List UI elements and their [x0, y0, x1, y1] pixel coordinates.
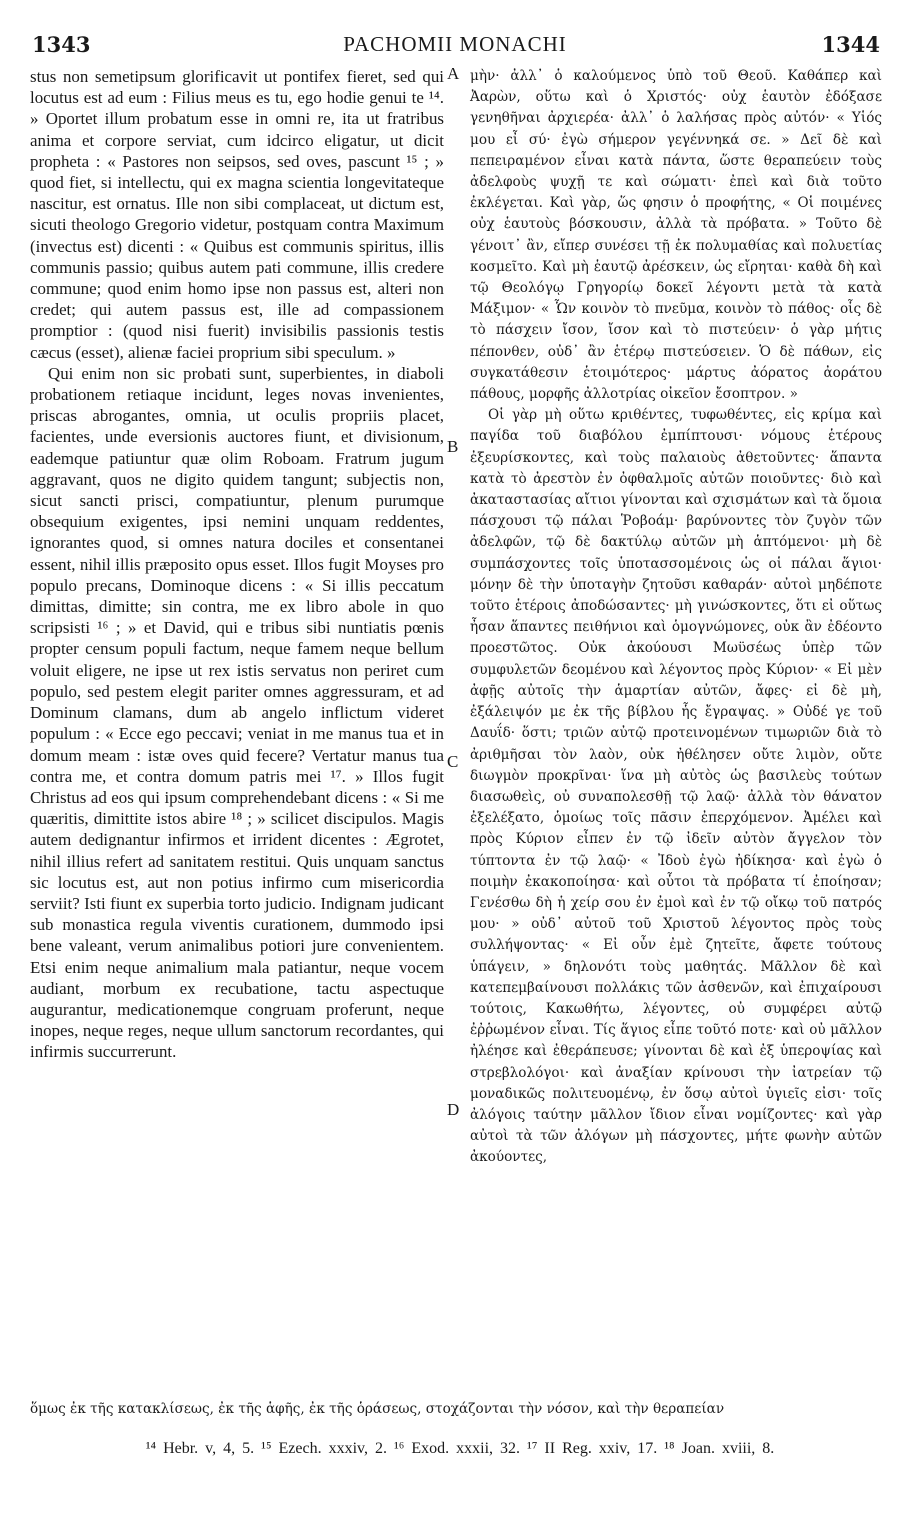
margin-marker-a: A [447, 64, 460, 83]
greek-continuation-line: ὅμως ἐκ τῆς κατακλίσεως, ἐκ τῆς ἁφῆς, ἐκ τῆς ὁράσεως, στοχάζονται τὴν νόσον, καὶ τὴν θεραπείαν [30, 1401, 725, 1417]
latin-paragraph: stus non semetipsum glorificavit ut pontifex fieret, sed qui locutus est ad eum : Filius meus es tu, ego hodie genui te ¹⁴. » Oportet illum probatum esse in omni re, ita ut fratribus anima et corpore serviat, cum idcirco eligatur, ut dicit propheta : « Pastores non seipsos, sed oves, pascunt ¹⁵ ; » quod fiet, si intellectu, qui ex magna scientia longevitateque nascitur, est ornatus. Ille non sibi complaceat, ut dictum est, sicuti theologo Gregorio videtur, postquam contra Maximum (invectus est) dicenti : « Quibus est communis spiritus, illis communis passio; quibus autem pati commune, illis credere commune; quod enim homo ipse non passus est, alteri non credet; qui autem passus est, ille ad compassionem promptior : (quod nisi fuerit) invisibilis passionis testis cæcus (esset), alienæ faciei proprium sibi speculum. » [30, 67, 444, 362]
latin-paragraph: Qui enim non sic probati sunt, superbientes, in diaboli probationem retiaque incidunt, leges novas invenientes, priscas abrogantes, omnia, ut oculis propriis placet, facientes, unde eversionis auctores fiunt, et divisionum, eademque patiuntur quæ olim Roboam. Fratrum jugum aggravant, quos ne digito quidem tangunt; subjectis non, sicut sancti prisci, compatiuntur, plenum purumque obsequium exigentes, ipsi nemini unquam reddentes, ignorantes quod, si omnes natura dociles et consentanei essent, nihil illis præposito opus esset. Illos fugit Moyses pro populo precans, Dominoque dicens : « Si illis peccatum dimittas, dimitte; sin contra, me ex libro abole in quo scripsisti ¹⁶ ; » et David, qui e tribus sibi nuntiatis pœnis propter censum populi factum, neque famem neque bellum voluit eligere, ne ipse ut rex istis servatus non periret cum populo, sed pestem elegit pariter omnes aggressuram, et ad Dominum clamans, dum ab angelo inflictum videret populum : « Ecce ego peccavi; veniat in me manus tua et in domum meam : istæ oves quid fecere? Vertatur manus tua contra me, et contra domum patris mei ¹⁷. » Illos fugit Christus ad eos qui ipsum comprehendebant dicens : « Si me quæritis, dimittite istos abire ¹⁸ ; » scilicet discipulos. Magis autem dedignantur infirmos et irrident dicentes : Ægrotet, nihil illius refert ad sanitatem restitui. Quis unquam sanctus sic locutus est, aut non potius infirmo cum misericordia serviit? Isti fiunt ex superbia torto judicio. Indignam judicant sub monastica regula viventis curationem, dummodo ipsi bene valeant, verum animalibus potiori jure convenientem. Etsi enim neque animalium mala patiantur, neque vocem audiant, morbum ex recubatione, tactu aspectuque augurantur, medicationemque congruam proferunt, neque inopes, neque reges, neque ullum sanctorum recordantes, qui infirmis succurrerunt. [30, 363, 444, 1062]
greek-paragraph: μὴν· ἀλλ᾿ ὁ καλούμενος ὑπὸ τοῦ Θεοῦ. Καθάπερ καὶ Ἀαρὼν, οὕτω καὶ ὁ Χριστός· οὐχ ἑαυτὸν ἐδόξασε γενηθῆναι ἀρχιερέα· ἀλλ᾿ ὁ λαλήσας πρὸς αὐτόν· « Υἱός μου εἶ σύ· ἐγὼ σήμερον γεγέννηκά σε. » Δεῖ δὲ καὶ πεπειραμένον εἶναι κατὰ πάντα, ὥστε θεραπεύειν τοὺς ἀδελφοὺς ψυχῇ τε καὶ σώματι· ἐπεὶ καὶ διὰ τοῦτο ἐκλέγεται. Καὶ γὰρ, ὥς φησιν ὁ προφήτης, « Οἱ ποιμένες οὐχ ἑαυτοὺς βόσκουσιν, ἀλλὰ τὰ πρόβατα. » Τοῦτο δὲ γένοιτ᾿ ἂν, εἴπερ συνέσει τῇ ἐκ πολυμαθίας καὶ πολυετίας κοσμεῖτο. Καὶ μὴ ἑαυτῷ ἀρέσκειν, ὡς εἴρηται· καθὰ δὴ καὶ τῷ Θεολόγῳ Γρηγορίῳ δοκεῖ λέγοντι μετὰ τὰ κατὰ Μάξιμον· « Ὧν κοινὸν τὸ πνεῦμα, κοινὸν τὸ πάθος· οἷς δὲ τὸ πάσχειν ἴσον, ἴσον καὶ τὸ πιστεύειν· ὁ γὰρ μήτις πέπονθεν, οὐδ᾿ ἂν ἑτέρῳ πιστεύσειεν. Ὁ δὲ πάθων, εἰς συγκατάθεσιν ἑτοιμότερος· μάρτυς ἀόρατος ἀοράτου πάθους, μορφῆς ἀλλοτρίας οἰκεῖον ἔσοπτρον. » [470, 68, 882, 403]
margin-marker-d: D [447, 1100, 460, 1119]
margin-marker-c: C [447, 752, 459, 771]
page-header [30, 32, 880, 62]
greek-paragraph: Οἱ γὰρ μὴ οὕτω κριθέντες, τυφωθέντες, εἰς κρίμα καὶ παγίδα τοῦ διαβόλου ἐμπίπτουσι· νόμους ἑτέρους ἐξευρίσκοντες, καὶ τοὺς παλαιοὺς ἀθετοῦντες· ἅπαντα κατὰ τὸ ἀρεστὸν ἐν ὀφθαλμοῖς αὐτῶν ποιοῦντες· διὸ καὶ ἀκαταστασίας αἴτιοι γίνονται καὶ σχισμάτων καὶ τὰ ὅμοια πάσχουσι τῷ πάλαι Ῥοβοάμ· βαρύνοντες τὸν ζυγὸν τῶν ἀδελφῶν, τῷ δὲ δακτύλῳ αὐτῶν μὴ ἁπτόμενοι· μὴ δὲ συμπάσχοντες τοῖς ὑποτασσομένοις ὡς οἱ πάλαι ἅγιοι· μόνην δὲ τὴν ὑποταγὴν ζητοῦσι καθαράν· αὐτοὶ μηδέποτε τοῦτο ἑτέροις ἀποδώσαντες· μὴ γινώσκοντες, ὅτι εἰ οὕτως ἦσαν ἅπαντες πειθήνιοι καὶ ὁμογνώμονες, οὐκ ἂν ἐδέοντο προεστῶτος. Οὐκ ἀκούουσι Μωϋσέως ὑπὲρ τῶν συμφυλετῶν δεομένου καὶ λέγοντος πρὸς Κύριον· « Εἰ μὲν ἀφῇς αὐτοῖς τὴν ἁμαρτίαν αὐτῶν, ἄφες· εἰ δὲ μὴ, ἐξάλειψόν με ἐκ τῆς βίβλου ἧς ἔγραψας. » Οὐδέ γε τοῦ Δαυΐδ· ὅστι; τριῶν αὐτῷ προτεινομένων τιμωριῶν διὰ τὸ ἀριθμῆσαι τὸν λαὸν, οὐκ ἠθέλησεν οὔτε λιμὸν, οὔτε διωγμὸν προκρῖναι· ἵνα μὴ αὐτὸς ὡς βασιλεὺς τούτων διασωθεὶς, οὐ συναπολεσθῇ τῷ λαῷ· ἀλλὰ τὸν θάνατον ἐξελέξατο, ὁμοίως τοῖς πᾶσιν ἐπερχόμενον. Ἀμέλει καὶ πρὸς Κύριον εἶπεν ἐν τῷ ἰδεῖν αὐτὸν ἄγγελον τὸν τύπτοντα ἐν τῷ λαῷ· « Ἰδοὺ ἐγὼ ἠδίκησα· καὶ ἐγὼ ὁ ποιμὴν ἐκακοποίησα· καὶ οὗτοι τὰ πρόβατα τί ἐποίησαν; Γενέσθω δὴ ἡ χείρ σου ἐν ἐμοὶ καὶ ἐν τῷ οἴκῳ τοῦ πατρός μου· » οὐδ᾿ αὐτοῦ τοῦ Χριστοῦ λέγοντος πρὸς τοὺς συλλήψοντας· « Εἰ οὖν ἐμὲ ζητεῖτε, ἄφετε τούτους ὑπάγειν, » δηλονότι τοὺς μαθητάς. Μᾶλλον δὲ καὶ κατεπεμβαίνουσι πολλάκις τῶν ἀσθενῶν, καὶ ἐπιχαίρουσι τούτοις, Κακωθήτω, λέγοντες, οὐ συμφέρει αὐτῷ ἐῤῥωμένον εἶναι. Τίς ἅγιος εἶπε τοῦτό ποτε· καὶ οὐ μᾶλλον ἠλέησε καὶ ἐθεράπευσε; γίνονται δὲ καὶ ἐξ ὑπεροψίας καὶ στρεβλολόγοι· καὶ ἀναξίαν κρίνουσι τὴν ἰατρείαν τῷ μοναδικῶς πολιτευομένῳ, ἐν ὅσῳ αὐτοὶ ὑγιεῖς εἰσι· τοῖς ἀλόγοις ταύτην μᾶλλον ἴδιον εἶναι νομίζοντες· καὶ γὰρ αὐτοὶ τὰ τῶν ἀλόγων μὴ πάσχοντες, μήτε φωνὴν αὐτῶν ἀκούοντες, [470, 407, 882, 1166]
footnotes: ¹⁴ Hebr. v, 4, 5. ¹⁵ Ezech. xxxiv, 2. ¹⁶ Exod. xxxii, 32. ¹⁷ II Reg. xxiv, 17. ¹⁸ Joan. xviii, 8. [145, 1440, 775, 1457]
greek-column [470, 66, 882, 1169]
margin-marker-b: B [447, 437, 459, 456]
right-page-number: 1344 [821, 32, 880, 57]
left-page-number: 1343 [32, 32, 91, 57]
latin-column [30, 66, 444, 1063]
running-title: PACHOMII MONACHI [343, 32, 567, 56]
